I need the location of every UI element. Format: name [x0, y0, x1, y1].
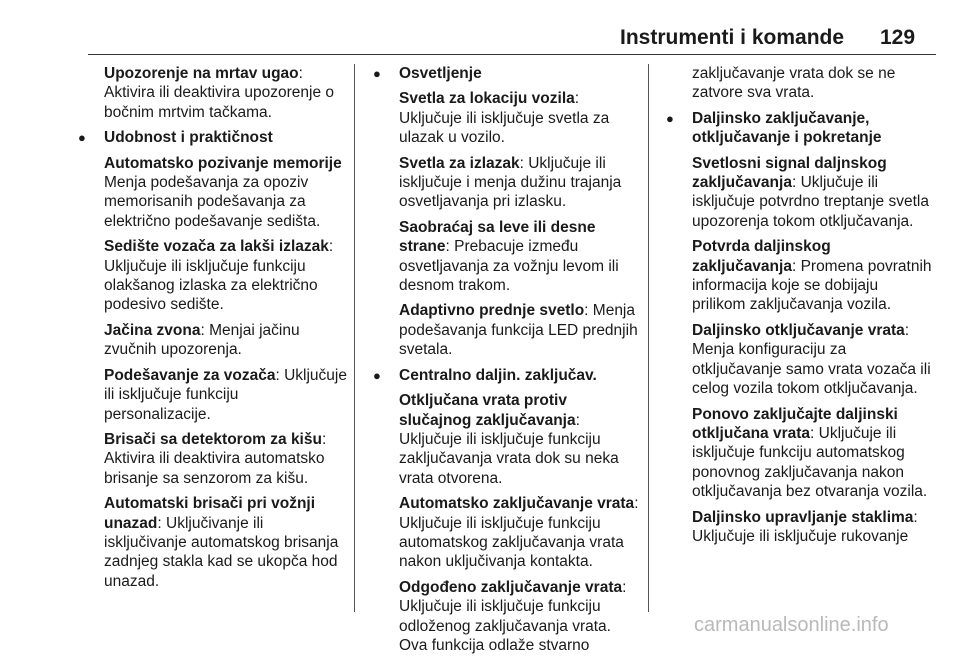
- term: Daljinsko upravljanje staklima: [692, 508, 914, 526]
- bullet-heading: ● Daljinsko zaključavanje, otključavanje i pokretanje: [692, 109, 932, 148]
- paragraph: [692, 321, 932, 399]
- paragraph: [104, 154, 348, 232]
- column-1: [104, 64, 348, 597]
- description: : Uključuje ili isključuje i menja dužinu trajanja osvetljavanja pri izlasku.: [399, 154, 622, 211]
- paragraph: [692, 64, 932, 103]
- term: Svetla za izlazak: [399, 154, 520, 172]
- column-divider: [648, 64, 649, 612]
- description: : Aktivira ili deaktivira automatsko brisanje sa senzorom za kišu.: [104, 430, 327, 487]
- bullet-heading: ● Osvetljenje: [399, 64, 639, 83]
- description: : Promena povratnih informacija koje se dobijaju prilikom zaključavanja vozila.: [692, 257, 932, 314]
- term: Potvrda daljinskog zaključavanja: [692, 238, 831, 275]
- paragraph: [399, 89, 639, 147]
- term: Otključana vrata protiv slučajnog zaključavanja: [399, 392, 576, 429]
- page-number: 129: [880, 26, 916, 49]
- paragraph: [104, 321, 348, 360]
- description: : Uključuje ili isključuje funkciju zaključavanja vrata dok su neka vrata otvorena.: [399, 411, 619, 487]
- paragraph: [399, 391, 639, 488]
- paragraph: [399, 494, 639, 572]
- term: Saobraćaj sa leve ili desne strane: [399, 218, 596, 256]
- header-divider: [88, 54, 936, 55]
- description: : Menjai jačinu zvučnih upozorenja.: [104, 321, 300, 359]
- column-divider: [354, 64, 355, 612]
- description: Menja podešavanja za opoziv memorisanih podešavanja za električno podešavanje sedišta.: [104, 174, 321, 230]
- paragraph: [104, 494, 348, 591]
- description: : Uključivanje ili isključivanje automatskog brisanja zadnjeg stakla kad se ukopča hod unazad.: [104, 514, 339, 590]
- description: : Uključuje ili isključuje rukovanje: [692, 508, 918, 545]
- paragraph: [692, 154, 932, 232]
- term: Sedište vozača za lakši izlazak: [104, 238, 329, 256]
- term: Automatsko pozivanje memorije: [104, 154, 342, 172]
- paragraph: [692, 405, 932, 502]
- description: : Uključuje ili isključuje potvrdno treptanje svetla upozorenja tokom otključavanja.: [692, 174, 929, 230]
- term: Adaptivno prednje svetlo: [399, 302, 585, 320]
- paragraph: [104, 366, 348, 424]
- description: : Uključuje ili isključuje funkciju automatskog zaključavanja vrata nakon uključivanja kontakta.: [399, 495, 639, 571]
- paragraph: [104, 64, 348, 122]
- bullet-heading: ● Udobnost i praktičnost: [104, 128, 348, 147]
- column-3: [692, 64, 932, 552]
- description: : Uključuje ili isključuje funkciju odloženog zaključavanja vrata. Ova funkcija odlaže stvarno: [399, 578, 627, 654]
- description: : Uključuje ili isključuje funkciju olakšanog izlaska za električno podesivo sedište.: [104, 238, 334, 314]
- term: Svetla za lokaciju vozila: [399, 90, 575, 108]
- paragraph: [104, 430, 348, 488]
- description: : Aktivira ili deaktivira upozorenje o bočnim mrtvim tačkama.: [104, 65, 335, 121]
- page-header-title: Instrumenti i komande: [620, 26, 845, 49]
- term: Ponovo zaključajte daljinski otključana vrata: [692, 405, 898, 442]
- term: Automatsko zaključavanje vrata: [399, 495, 635, 513]
- column-2: [399, 64, 639, 661]
- description: : Uključuje ili isključuje funkciju automatskog ponovnog zaključavanja nakon otključavanja bez otvaranja vozila.: [692, 424, 928, 501]
- paragraph: [399, 301, 639, 359]
- paragraph: [399, 154, 639, 212]
- description: : Prebacuje između osvetljavanja za vožnju levom ili desnom trakom.: [399, 238, 619, 295]
- term: Upozorenje na mrtav ugao: [104, 65, 299, 82]
- description: : Uključuje ili isključuje svetla za ulazak u vozilo.: [399, 90, 610, 147]
- description: : Menja podešavanja funkcija LED prednjih svetala.: [399, 302, 638, 359]
- term: Daljinsko otključavanje vrata: [692, 321, 905, 339]
- paragraph: [399, 578, 639, 656]
- term: Jačina zvona: [104, 321, 201, 339]
- term: Podešavanje za vozača: [104, 366, 276, 384]
- paragraph: [692, 508, 932, 547]
- term: Automatski brisači pri vožnji unazad: [104, 495, 316, 532]
- paragraph: [692, 237, 932, 315]
- description: : Menja konfiguraciju za otključavanje samo vrata vozača ili celog vozila tokom otključavanja.: [692, 321, 931, 398]
- watermark: carmanualsonline.info: [694, 614, 889, 636]
- term: Brisači sa detektorom za kišu: [104, 430, 322, 448]
- paragraph: [399, 218, 639, 296]
- description: : Uključuje ili isključuje funkciju personalizacije.: [104, 366, 347, 423]
- term: Svetlosni signal daljnskog zaključavanja: [692, 154, 887, 192]
- term: Odgođeno zaključavanje vrata: [399, 578, 623, 596]
- paragraph: [104, 237, 348, 315]
- description: zaključavanje vrata dok se ne zatvore sva vrata.: [692, 65, 896, 102]
- bullet-heading: ● Centralno daljin. zaključav.: [399, 366, 639, 385]
